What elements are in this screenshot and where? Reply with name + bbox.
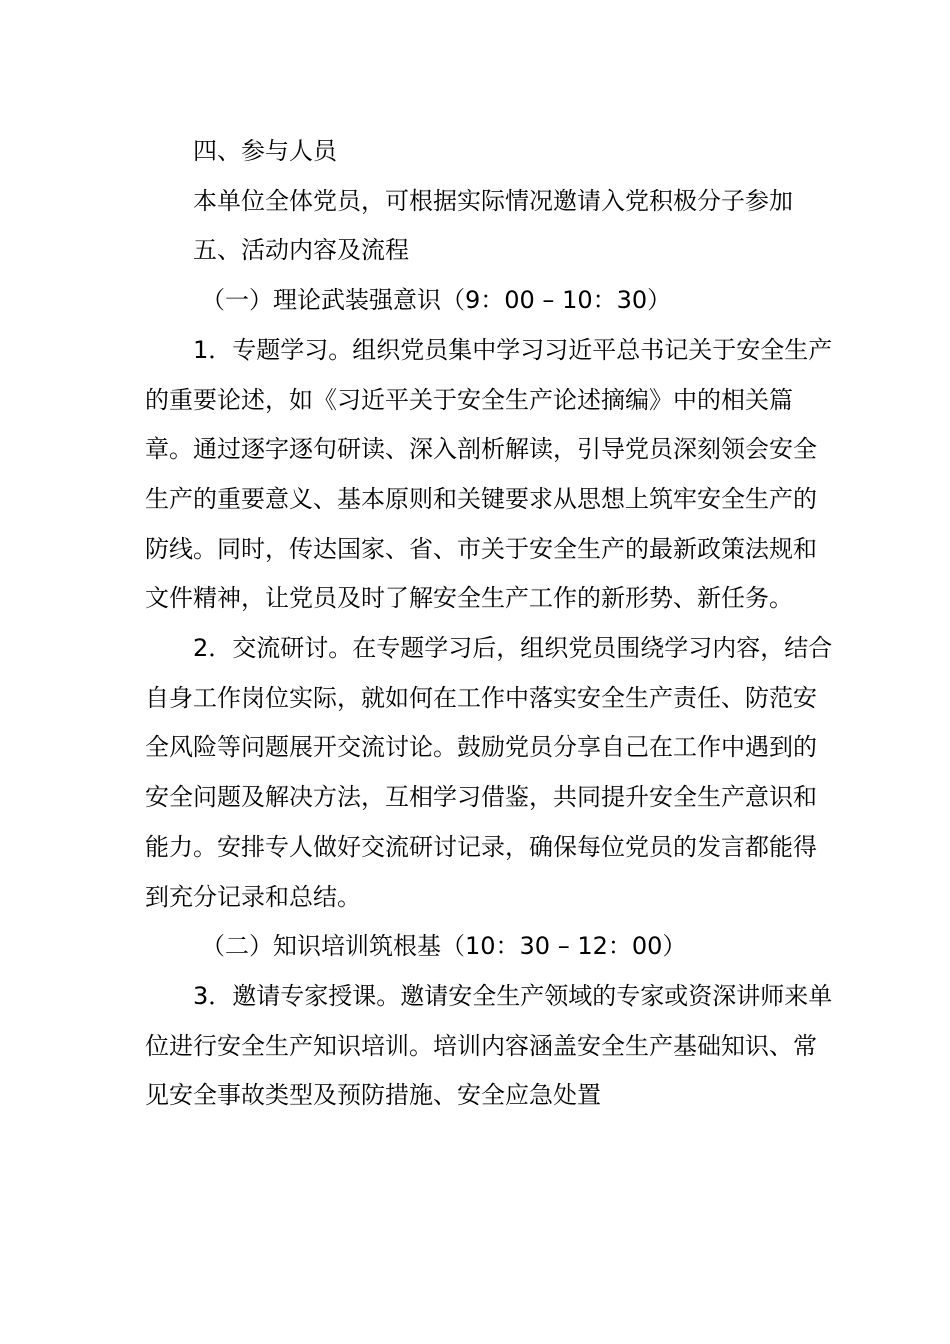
item-topic-study: 1．专题学习。组织党员集中学习习近平总书记关于安全生产的重要论述，如《习近平关于安全生产论述摘编》中的相关篇章。通过逐字逐句研读、深入剖析解读，引导党员深刻领会安全生产的重要意义、基本原则和关键要求从思想上筑牢安全生产的防线。同时，传达国家、省、市关于安全生产的最新政策法规和文件精神，让党员及时了解安全生产工作的新形势、新任务。 bbox=[145, 335, 833, 613]
item-expert-lecture: 3．邀请专家授课。邀请安全生产领域的专家或资深讲师来单位进行安全生产知识培训。培训内容涵盖安全生产基础知识、常见安全事故类型及预防措施、安全应急处置 bbox=[145, 981, 833, 1110]
section-heading-content-flow: 五、活动内容及流程 bbox=[193, 236, 409, 265]
document-body bbox=[145, 127, 835, 1121]
subheading-theory: （一）理论武装强意识（9：00 – 10：30） bbox=[201, 286, 672, 315]
item-discussion: 2．交流研讨。在专题学习后，组织党员围绕学习内容，结合自身工作岗位实际，就如何在工作中落实安全生产责任、防范安全风险等问题展开交流讨论。鼓励党员分享自己在工作中遇到的安全问题及解决方法，互相学习借鉴，共同提升安全生产意识和能力。安排专人做好交流研讨记录，确保每位党员的发言都能得到充分记录和总结。 bbox=[145, 634, 833, 911]
subheading-training: （二）知识培训筑根基（10：30 – 12：00） bbox=[201, 932, 687, 961]
section-heading-participants: 四、参与人员 bbox=[193, 137, 337, 165]
participants-paragraph: 本单位全体党员，可根据实际情况邀请入党积极分子参加 bbox=[193, 186, 793, 215]
